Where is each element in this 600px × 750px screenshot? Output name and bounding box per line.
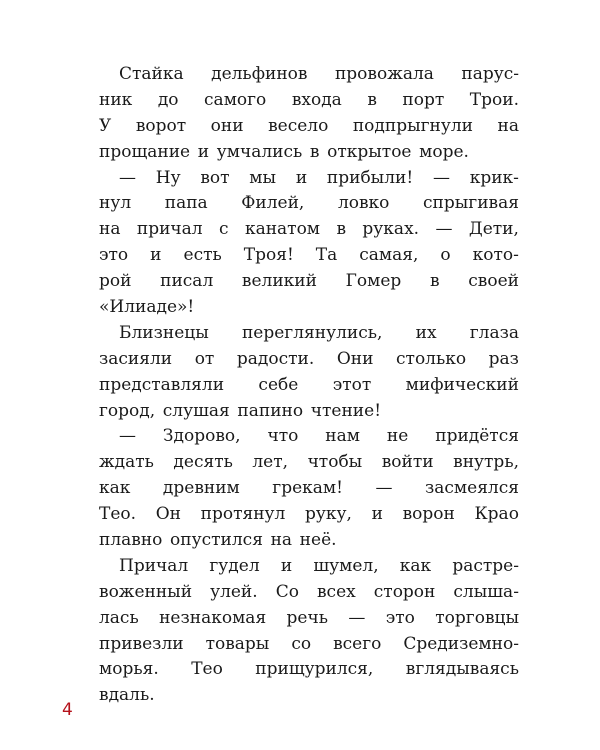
text-line: морья. Тео прищурился, вглядываясь — [99, 659, 519, 680]
text-line: на причал с канатом в руках. — Дети, — [99, 219, 519, 240]
text-line: как древним грекам! — засмеялся — [99, 478, 519, 499]
paragraph — [99, 554, 519, 709]
paragraph — [99, 166, 519, 321]
text-line: город, слушая папино чтение! — [99, 400, 382, 421]
text-line: ник до самого входа в порт Трои. — [99, 89, 519, 110]
paragraph — [99, 321, 519, 425]
text-line: «Илиаде»! — [99, 297, 195, 318]
text-line: Причал гудел и шумел, как растре- — [119, 555, 519, 576]
text-line: ждать десять лет, чтобы войти внутрь, — [99, 452, 519, 473]
text-line: Тео. Он протянул руку, и ворон Крао — [99, 504, 519, 525]
text-line: нул папа Филей, ловко спрыгивая — [99, 193, 519, 214]
text-line: это и есть Троя! Та самая, о кото- — [99, 245, 519, 266]
page-number: 4 — [62, 700, 73, 720]
text-line: — Здорово, что нам не придётся — [119, 426, 519, 447]
text-line: засияли от радости. Они столько раз — [99, 348, 519, 369]
text-line: привезли товары со всего Средиземно- — [99, 633, 519, 654]
text-line: плавно опустился на неё. — [99, 530, 337, 551]
paragraph — [99, 62, 519, 166]
paragraph — [99, 424, 519, 553]
text-line: — Ну вот мы и прибыли! — крик- — [119, 167, 519, 188]
text-line: лась незнакомая речь — это торговцы — [99, 607, 519, 628]
text-line: воженный улей. Со всех сторон слыша- — [99, 581, 519, 602]
text-line: прощание и умчались в открытое море. — [99, 141, 469, 162]
body-text — [99, 62, 519, 709]
text-line: У ворот они весело подпрыгнули на — [99, 115, 519, 136]
text-line: Стайка дельфинов провожала парус- — [119, 64, 519, 84]
text-line: вдаль. — [99, 685, 155, 706]
text-line: Близнецы переглянулись, их глаза — [119, 322, 519, 343]
text-line: представляли себе этот мифический — [99, 374, 519, 395]
text-line: рой писал великий Гомер в своей — [99, 271, 519, 292]
